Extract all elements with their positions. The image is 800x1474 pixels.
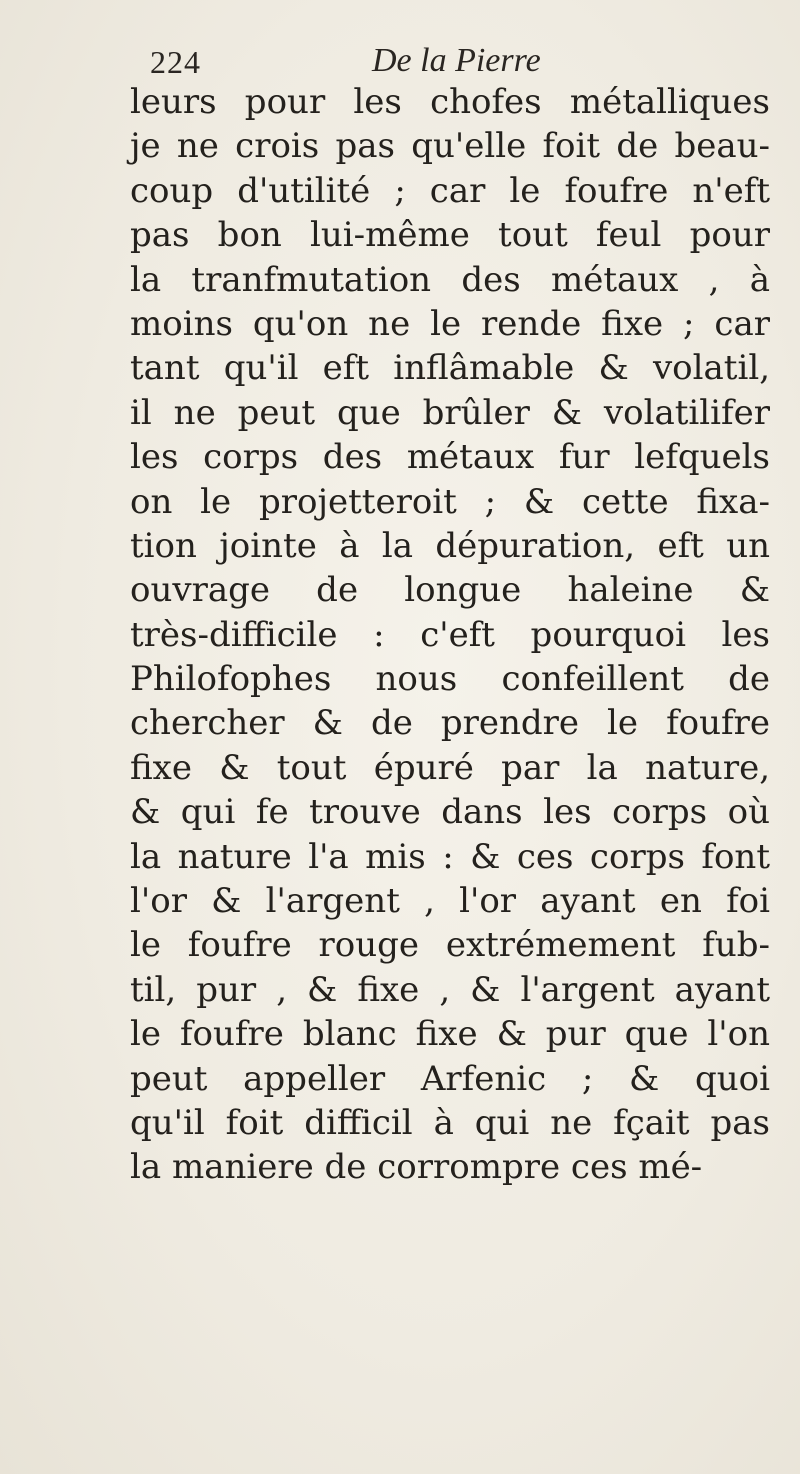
text-line: chercher & de prendre le foufre — [130, 703, 770, 744]
text-line: la maniere de corrompre ces mé- — [130, 1147, 703, 1188]
text-line: tion jointe à la dépuration, eft un — [130, 525, 770, 566]
text-line: leurs pour les chofes métalliques — [130, 82, 770, 122]
text-line: qu'il foit difficil à qui ne fçait pas — [130, 1102, 770, 1143]
text-line: le foufre rouge extrémement fub- — [130, 925, 770, 966]
text-line: très-difficile : c'eft pourquoi les — [130, 614, 770, 655]
running-title: De la Pierre — [372, 42, 541, 79]
text-line: ouvrage de longue haleine & — [130, 570, 770, 611]
text-line: l'or & l'argent , l'or ayant en foi — [130, 881, 770, 922]
text-line: les corps des métaux fur lefquels — [130, 437, 770, 478]
text-line: la nature l'a mis : & ces corps font — [130, 836, 770, 877]
text-line: Philofophes nous confeillent de — [130, 659, 770, 700]
text-line: & qui fe trouve dans les corps où — [130, 792, 770, 833]
text-line: on le projetteroit ; & cette fixa- — [130, 481, 770, 522]
text-line: la tranfmutation des métaux , à — [130, 259, 770, 300]
text-line: le foufre blanc fixe & pur que l'on — [130, 1014, 770, 1055]
body-text — [130, 80, 770, 1190]
text-line: il ne peut que brûler & volatilifer — [130, 392, 770, 433]
page-number: 224 — [150, 44, 201, 80]
text-line: fixe & tout épuré par la nature, — [130, 747, 770, 788]
text-line: je ne crois pas qu'elle foit de beau- — [130, 126, 770, 167]
text-line: pas bon lui-même tout feul pour — [130, 215, 770, 256]
text-line: til, pur , & fixe , & l'argent ayant — [130, 969, 770, 1010]
text-line: tant qu'il eft inflâmable & volatil, — [130, 348, 770, 389]
text-line: coup d'utilité ; car le foufre n'eft — [130, 170, 770, 211]
text-line: peut appeller Arfenic ; & quoi — [130, 1058, 770, 1099]
text-line: moins qu'on ne le rende fixe ; car — [130, 303, 770, 344]
